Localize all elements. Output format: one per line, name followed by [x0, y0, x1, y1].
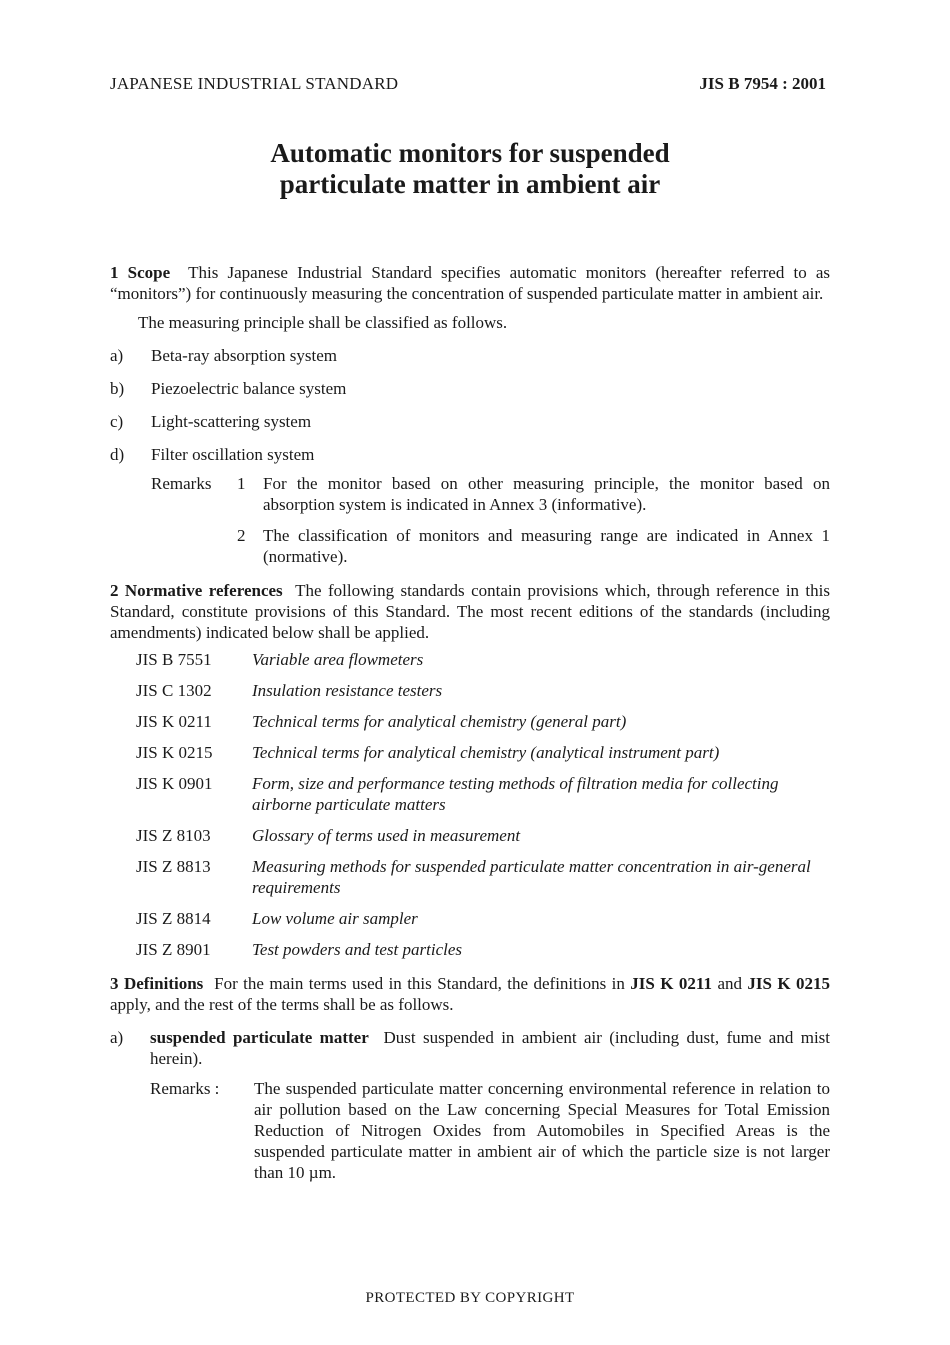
reference-item: [136, 939, 830, 960]
copyright-footer: PROTECTED BY COPYRIGHT: [365, 1290, 575, 1306]
section-number: 2: [110, 581, 119, 600]
remark-row: [151, 525, 830, 567]
section-text: apply, and the rest of the terms shall be as follows.: [110, 995, 454, 1014]
document-page: [110, 0, 830, 1345]
reference-title: Technical terms for analytical chemistry (analytical instrument part): [252, 743, 720, 762]
section-heading: Scope: [127, 263, 171, 282]
reference-code: JIS Z 8103: [136, 826, 211, 845]
document-title: [110, 138, 830, 200]
list-text: Beta-ray absorption system: [151, 346, 338, 365]
document-body: [110, 262, 830, 1183]
list-marker: a): [110, 346, 124, 365]
reference-jis-k-0211: JIS K 0211: [630, 974, 712, 993]
reference-code: JIS Z 8813: [136, 857, 211, 876]
reference-item: [136, 825, 830, 846]
section-heading: Normative references: [124, 581, 283, 600]
definition-term: suspended particulate matter: [150, 1028, 369, 1047]
list-marker: c): [110, 412, 124, 431]
reference-code: JIS B 7551: [136, 650, 212, 669]
remark-number: 2: [237, 526, 246, 545]
standard-number: JIS B 7954 : 2001: [699, 74, 826, 93]
title-line-1: Automatic monitors for suspended: [270, 138, 670, 168]
section-text: For the main terms used in this Standard, the definitions in: [214, 974, 625, 993]
section-1-scope: [110, 262, 830, 304]
reference-list: [136, 649, 830, 960]
reference-title: Test powders and test particles: [252, 940, 462, 959]
list-marker: d): [110, 445, 125, 464]
reference-title: Technical terms for analytical chemistry (general part): [252, 712, 627, 731]
reference-item: [136, 908, 830, 929]
section-text: The following standards contain provisions which, through reference in this Standard, constitute provisions of this Standard. The most recent editions of the standards (including amendments) indicated below shall be applied.: [110, 581, 830, 642]
reference-code: JIS Z 8901: [136, 940, 211, 959]
reference-item: [136, 773, 830, 815]
remarks-label: Remarks :: [150, 1079, 220, 1098]
remark-text: For the monitor based on other measuring principle, the monitor based on absorption system is indicated in Annex 3 (informative).: [263, 474, 830, 514]
list-marker: b): [110, 379, 125, 398]
scope-remarks: [151, 473, 830, 567]
remark-number: 1: [237, 474, 246, 493]
remarks-label: Remarks: [151, 474, 212, 493]
definition-text: Dust suspended in ambient air (including dust, fume and mist herein).: [150, 1028, 831, 1068]
reference-jis-k-0215: JIS K 0215: [747, 974, 831, 993]
reference-code: JIS K 0901: [136, 774, 213, 793]
reference-item: [136, 711, 830, 732]
reference-item: [136, 649, 830, 670]
list-text: Light-scattering system: [151, 412, 312, 431]
list-item: [110, 378, 830, 399]
section-number: 1: [110, 263, 119, 282]
remark-row: [151, 473, 830, 515]
section-heading: Definitions: [123, 974, 204, 993]
reference-code: JIS K 0215: [136, 743, 213, 762]
reference-code: JIS Z 8814: [136, 909, 211, 928]
section-3-definitions: [110, 973, 830, 1015]
section-text: This Japanese Industrial Standard specifies automatic monitors (hereafter referred to as “monitors”) for continuously measuring the concentration of suspended particulate matter in ambient air.: [110, 263, 831, 303]
reference-code: JIS C 1302: [136, 681, 212, 700]
list-text: Piezoelectric balance system: [151, 379, 347, 398]
reference-code: JIS K 0211: [136, 712, 212, 731]
definition-item: [110, 1027, 830, 1069]
standard-type: JAPANESE INDUSTRIAL STANDARD: [110, 74, 399, 93]
reference-title: Low volume air sampler: [252, 909, 418, 928]
reference-title: Measuring methods for suspended particulate matter concentration in air-general requirements: [252, 857, 811, 897]
reference-title: Glossary of terms used in measurement: [252, 826, 521, 845]
section-2-normative-references: [110, 580, 830, 643]
reference-title: Insulation resistance testers: [252, 681, 443, 700]
classification-intro: The measuring principle shall be classified as follows.: [138, 313, 508, 332]
definition-remarks: [150, 1078, 830, 1183]
title-line-2: particulate matter in ambient air: [279, 169, 661, 199]
reference-title: Variable area flowmeters: [252, 650, 424, 669]
list-text: Filter oscillation system: [151, 445, 315, 464]
remarks-text: The suspended particulate matter concerning environmental reference in relation to air pollution based on the Law concerning Special Measures for Total Emission Reduction of Nitrogen Oxides from Automobiles in Specified Areas is the suspended particulate matter in ambient air of which the particle size is not larger than 10 µm.: [254, 1079, 830, 1182]
reference-item: [136, 856, 830, 898]
reference-title: Form, size and performance testing methods of filtration media for collecting airborne particulate matters: [252, 774, 779, 814]
remark-text: The classification of monitors and measuring range are indicated in Annex 1 (normative).: [263, 526, 830, 566]
list-item: [110, 411, 830, 432]
reference-item: [136, 680, 830, 701]
section-text: and: [717, 974, 742, 993]
principle-list: [110, 345, 830, 465]
reference-item: [136, 742, 830, 763]
list-item: [110, 444, 830, 465]
list-marker: a): [110, 1028, 124, 1047]
section-number: 3: [110, 974, 119, 993]
list-item: [110, 345, 830, 366]
